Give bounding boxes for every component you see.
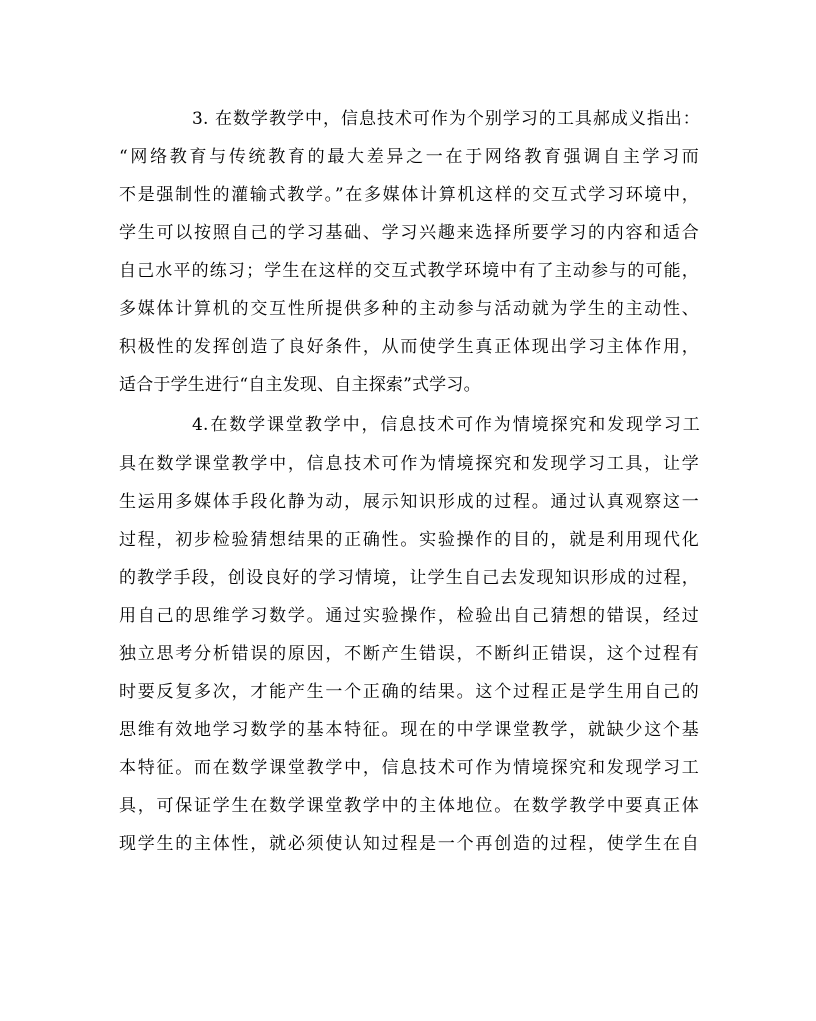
paragraph-line: 的教学手段，创设良好的学习情境，让学生自己去发现知识形成的过程， — [119, 568, 699, 588]
paragraph-line: “网络教育与传统教育的最大差异之一在于网络教育强调自主学习而 — [119, 147, 699, 167]
paragraph-line: 生运用多媒体手段化静为动，展示知识形成的过程。通过认真观察这一 — [119, 492, 699, 512]
paragraph-line: 时要反复多次，才能产生一个正确的结果。这个过程正是学生用自己的 — [119, 682, 699, 702]
paragraph-line: 积极性的发挥创造了良好条件，从而使学生真正体现出学习主体作用， — [119, 337, 699, 357]
paragraph-line: 4.在数学课堂教学中，信息技术可作为情境探究和发现学习工 — [192, 415, 700, 435]
paragraph-line: 现学生的主体性，就必须使认知过程是一个再创造的过程，使学生在自 — [119, 834, 699, 854]
paragraph-line: 用自己的思维学习数学。通过实验操作，检验出自己猜想的错误，经过 — [119, 606, 699, 626]
paragraph-line: 多媒体计算机的交互性所提供多种的主动参与活动就为学生的主动性、 — [119, 299, 699, 319]
paragraph-line: 自己水平的练习；学生在这样的交互式教学环境中有了主动参与的可能， — [119, 261, 699, 281]
paragraph-line: 3. 在数学教学中，信息技术可作为个别学习的工具郝成义指出： — [192, 109, 700, 129]
paragraph-line: 独立思考分析错误的原因，不断产生错误，不断纠正错误，这个过程有 — [119, 644, 699, 664]
paragraph-line: 过程，初步检验猜想结果的正确性。实验操作的目的，就是利用现代化 — [119, 530, 699, 550]
paragraph-line: 思维有效地学习数学的基本特征。现在的中学课堂教学，就缺少这个基 — [119, 720, 699, 740]
paragraph-line: 本特征。而在数学课堂教学中，信息技术可作为情境探究和发现学习工 — [119, 758, 699, 778]
paragraph-line: 适合于学生进行“自主发现、自主探索”式学习。 — [119, 375, 481, 395]
paragraph-line: 不是强制性的灌输式教学。”在多媒体计算机这样的交互式学习环境中， — [119, 185, 699, 205]
paragraph-line: 具，可保证学生在数学课堂教学中的主体地位。在数学教学中要真正体 — [119, 796, 699, 816]
paragraph-line: 具在数学课堂教学中，信息技术可作为情境探究和发现学习工具，让学 — [119, 454, 699, 474]
paragraph-line: 学生可以按照自己的学习基础、学习兴趣来选择所要学习的内容和适合 — [119, 223, 699, 243]
